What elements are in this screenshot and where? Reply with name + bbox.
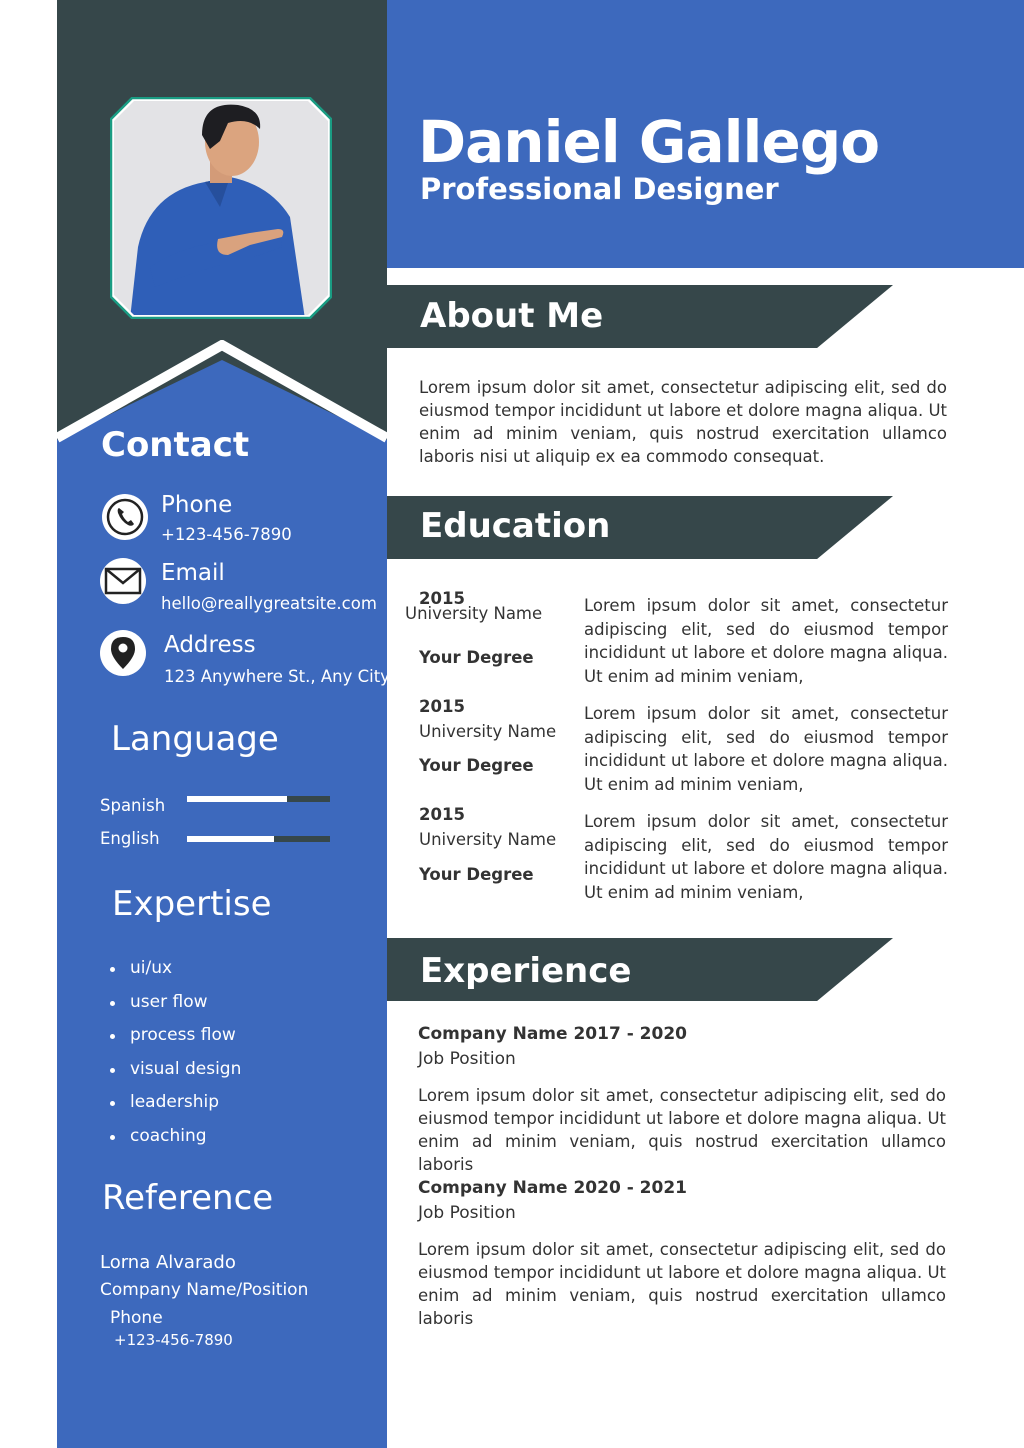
language-heading: Language [111,719,279,759]
experience-description: Lorem ipsum dolor sit amet, consectetur adipiscing elit, sed do eiusmod tempor incididunt ut labore et dolore magna aliqua. Ut enim ad minim veniam, quis nostrud exercitation ullamco laboris [418,1086,946,1174]
experience-description: Lorem ipsum dolor sit amet, consectetur adipiscing elit, sed do eiusmod tempor incididunt ut labore et dolore magna aliqua. Ut enim ad minim veniam, quis nostrud exercitation ullamco laboris [418,1240,946,1328]
experience-heading: Experience [420,951,632,991]
education-description: Lorem ipsum dolor sit amet, consectetur adipiscing elit, sed do eiusmod tempor incididunt ut labore et dolore magna aliqua. Ut enim ad minim veniam, [584,704,948,794]
list-item: ui/ux [110,952,360,986]
education-description: Lorem ipsum dolor sit amet, consectetur adipiscing elit, sed do eiusmod tempor incididunt ut labore et dolore magna aliqua. Ut enim ad minim veniam, [584,812,948,902]
education-description: Lorem ipsum dolor sit amet, consectetur adipiscing elit, sed do eiusmod tempor incididunt ut labore et dolore magna aliqua. Ut enim ad minim veniam, [584,596,948,686]
list-item: leadership [110,1086,360,1120]
contact-heading: Contact [101,425,250,465]
address-value: 123 Anywhere St., Any City [164,667,390,686]
education-year: 2015 [419,697,465,716]
reference-phone-label: Phone [110,1308,163,1328]
language-name: Spanish [100,796,166,815]
address-label: Address [164,632,256,658]
email-value[interactable]: hello@reallygreatsite.com [161,594,377,613]
education-degree: Your Degree [419,756,534,775]
education-year: 2015 [419,805,465,824]
candidate-name: Daniel Gallego [418,108,880,176]
education-degree: Your Degree [419,648,534,667]
language-bar [187,836,330,842]
language-bar [187,796,330,802]
email-label: Email [161,560,225,586]
reference-phone: +123-456-7890 [114,1331,233,1349]
list-item: process flow [110,1019,360,1053]
experience-position: Job Position [418,1203,516,1223]
expertise-heading: Expertise [112,884,272,924]
expertise-list [110,952,360,1154]
education-university: University Name [419,722,557,741]
reference-company: Company Name/Position [100,1280,309,1300]
education-university: University Name [405,604,543,623]
phone-icon [102,494,148,540]
experience-company: Company Name 2017 - 2020 [418,1024,687,1044]
list-item: coaching [110,1120,360,1154]
reference-name: Lorna Alvarado [100,1252,236,1273]
reference-heading: Reference [102,1178,274,1218]
phone-label: Phone [161,492,233,518]
list-item: user flow [110,986,360,1020]
language-bar-fill [187,796,287,802]
location-pin-icon [100,630,146,676]
education-year: 2015 [419,589,465,608]
phone-value: +123-456-7890 [161,525,292,544]
education-heading: Education [420,506,611,546]
language-bar-fill [187,836,274,842]
email-icon [100,558,146,604]
experience-company: Company Name 2020 - 2021 [418,1178,687,1198]
about-text: Lorem ipsum dolor sit amet, consectetur adipiscing elit, sed do eiusmod tempor incididunt ut labore et dolore magna aliqua. Ut enim ad minim veniam, quis nostrud exercitation ullamco laboris nisi ut aliquip ex ea commodo consequat. [419,378,947,466]
list-item: visual design [110,1053,360,1087]
profile-photo [110,97,332,319]
experience-position: Job Position [418,1049,516,1069]
about-heading: About Me [420,296,604,336]
language-name: English [100,829,160,848]
education-university: University Name [419,830,557,849]
education-degree: Your Degree [419,865,534,884]
candidate-title: Professional Designer [420,172,779,206]
